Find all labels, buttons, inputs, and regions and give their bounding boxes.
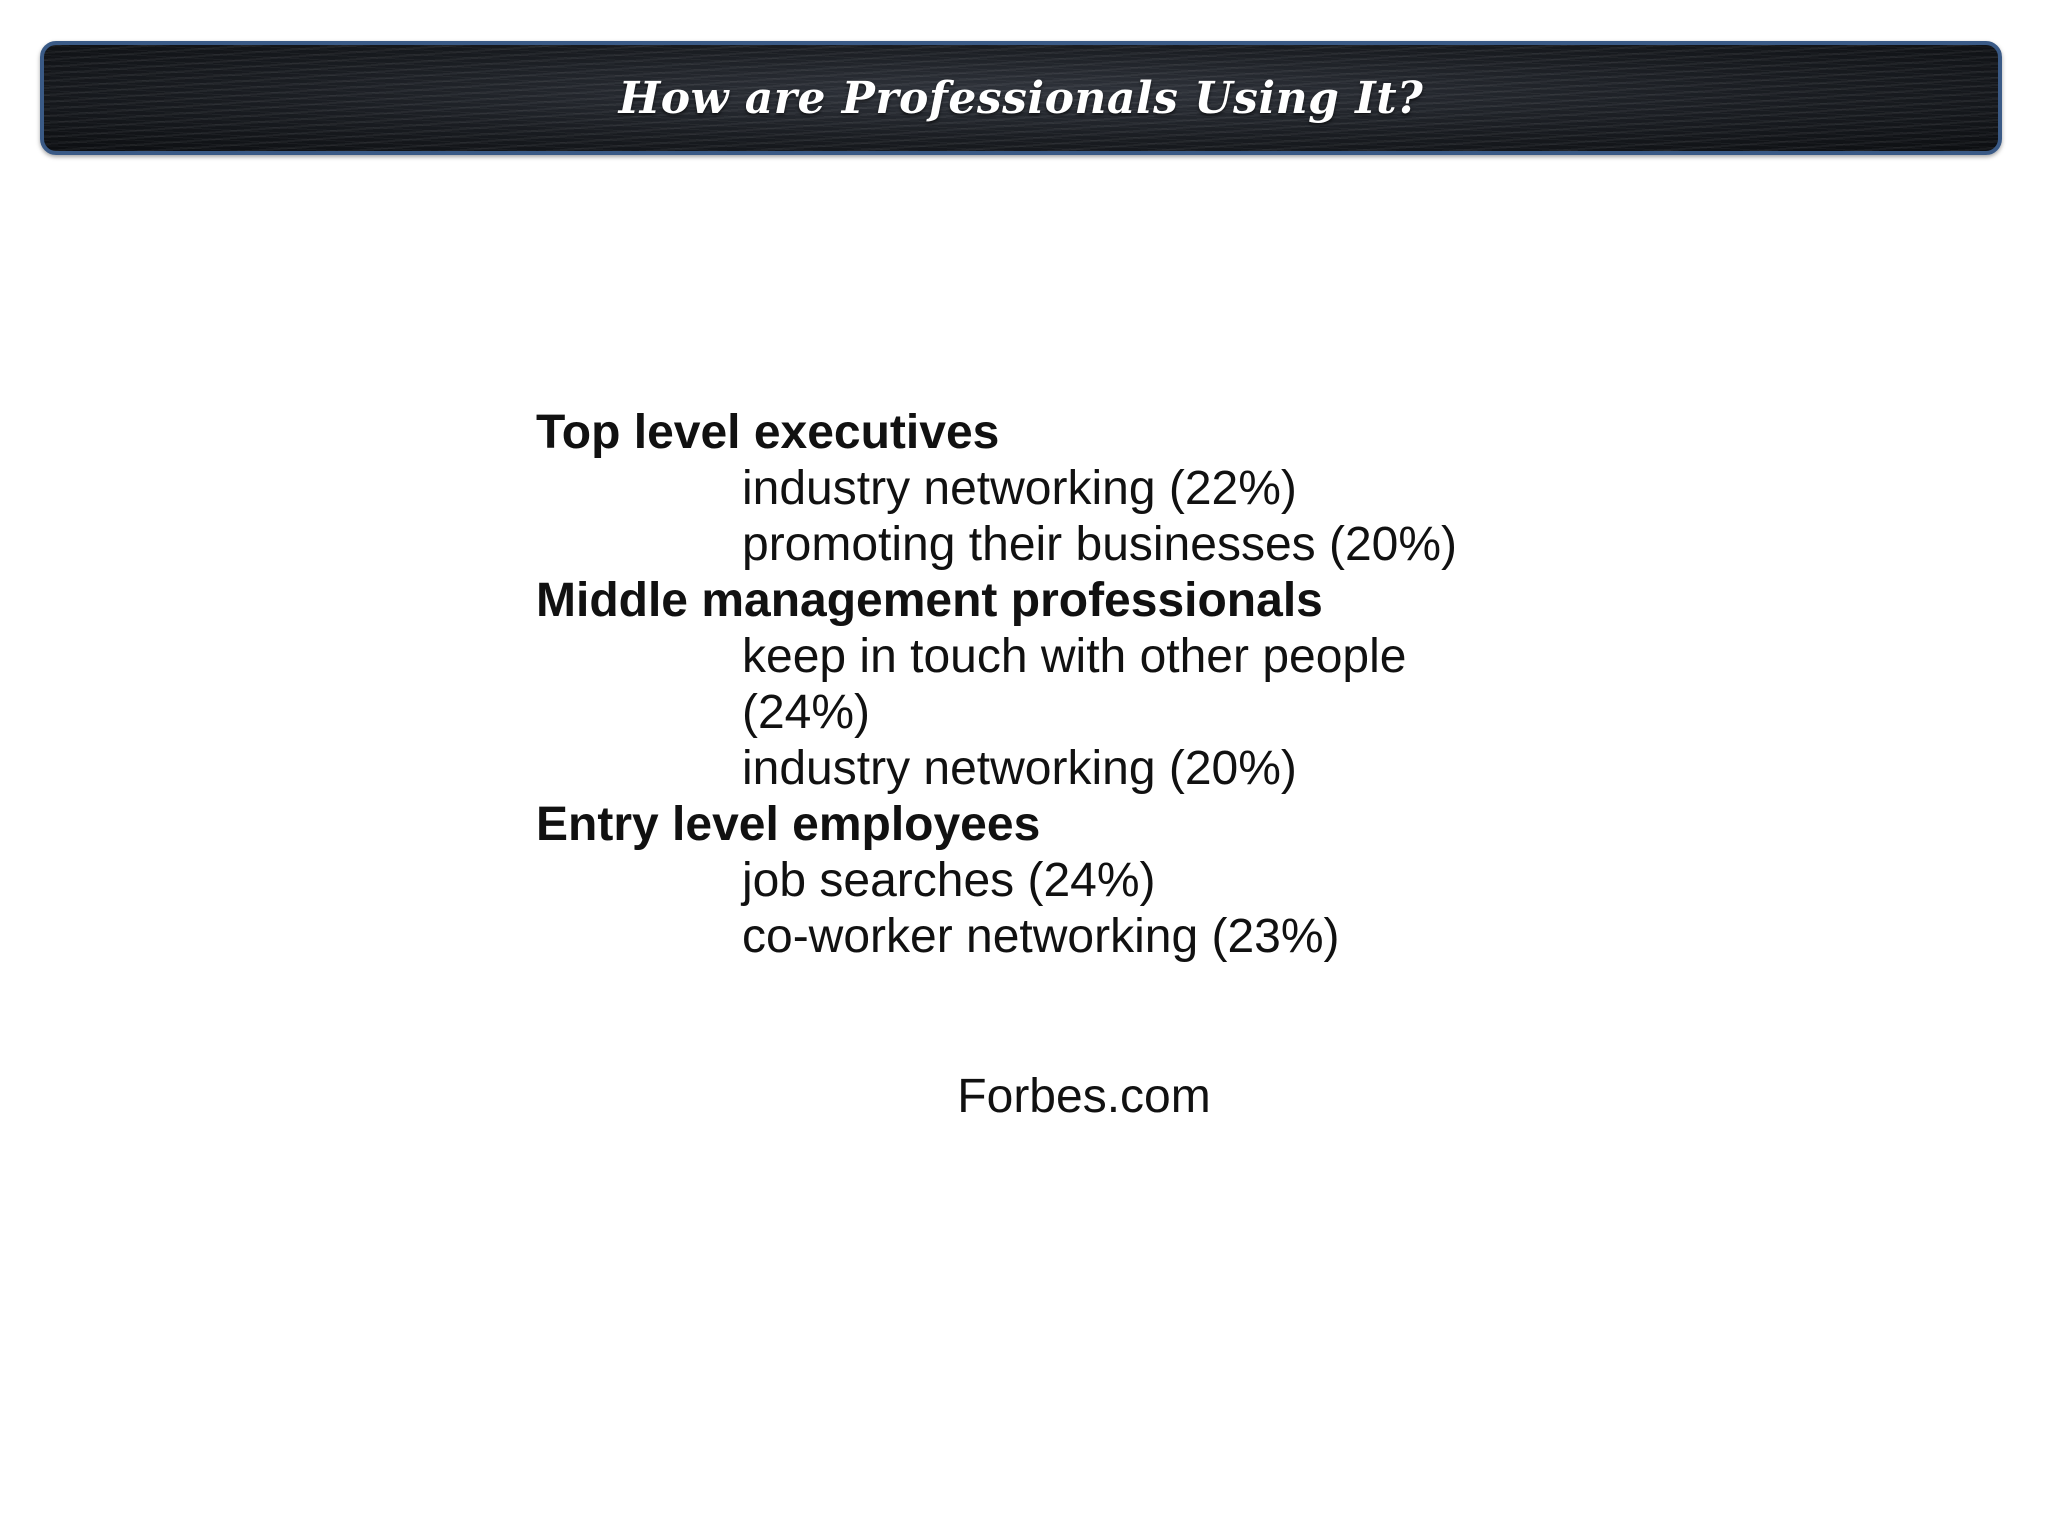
list-item: promoting their businesses (20%) (742, 518, 1458, 571)
source-credit: Forbes.com (957, 1070, 1211, 1123)
list-item: keep in touch with other people (24%) (742, 630, 1407, 739)
list-item: job searches (24%) (742, 854, 1156, 907)
group-heading: Top level executives (536, 406, 1000, 459)
content-list (536, 405, 1536, 965)
group-middle-management (536, 573, 1536, 797)
group-heading: Entry level employees (536, 798, 1041, 851)
group-top-level-executives (536, 405, 1536, 573)
title-bar (40, 41, 2002, 155)
list-item: co-worker networking (23%) (742, 910, 1340, 963)
list-item: industry networking (22%) (742, 462, 1297, 515)
slide-title: How are Professionals Using It? (618, 72, 1424, 124)
group-entry-level-employees (536, 797, 1536, 965)
list-item: industry networking (20%) (742, 742, 1297, 795)
group-heading: Middle management professionals (536, 574, 1323, 627)
